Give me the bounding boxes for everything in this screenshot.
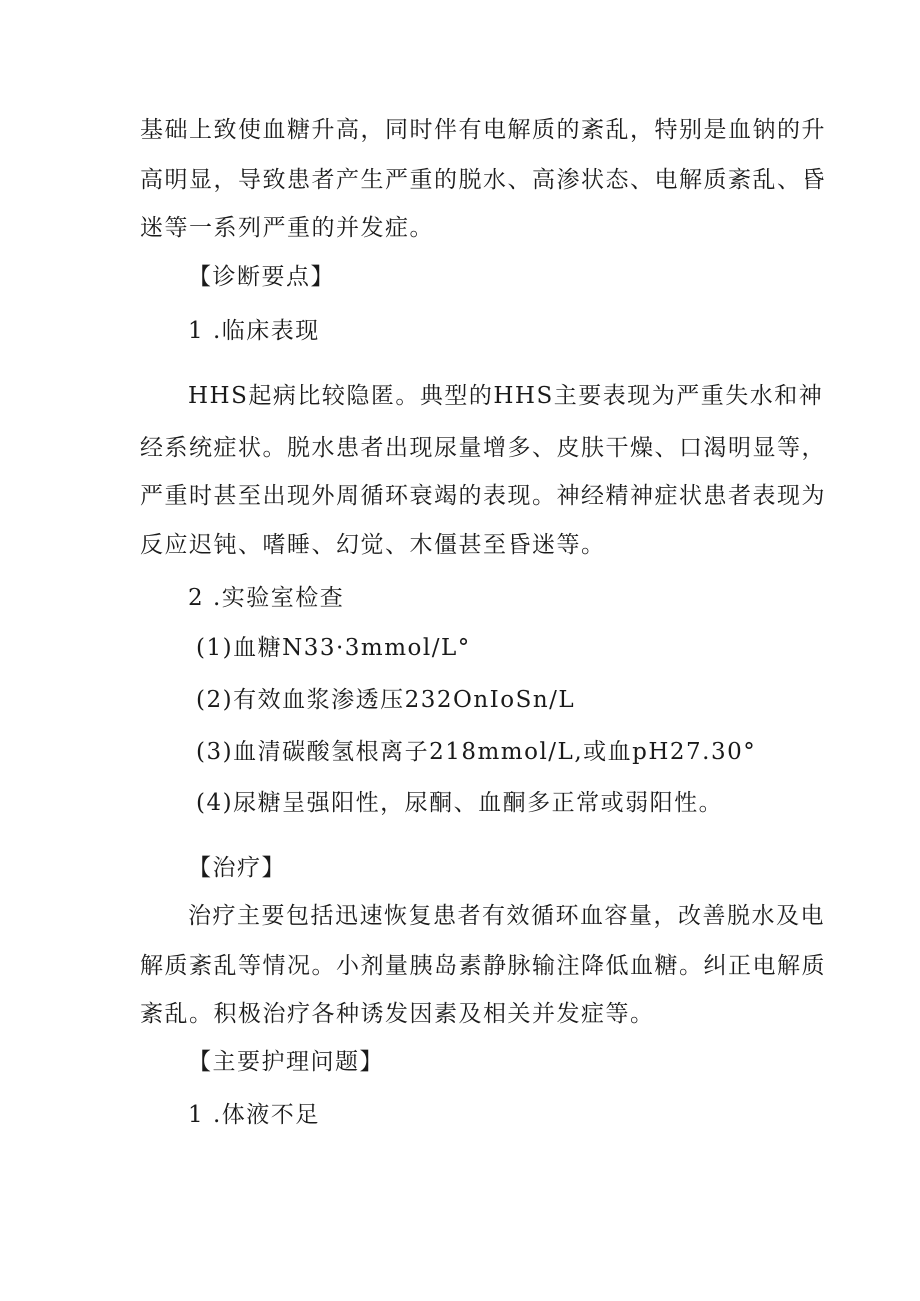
- lab-item-2: (2)有效血浆渗透压232OnIoSn/L: [196, 687, 576, 713]
- intro-line-2: 高明显，导致患者产生严重的脱水、高渗状态、电解质紊乱、昏: [140, 167, 826, 193]
- lab-item-4: (4)尿糖呈强阳性，尿酮、血酮多正常或弱阳性。: [196, 790, 724, 816]
- section-heading-treatment: 【治疗】: [188, 855, 286, 881]
- subheading-clinical: 1 .临床表现: [188, 318, 320, 344]
- clinical-line-1: HHS起病比较隐匿。典型的HHS主要表现为严重失水和神: [188, 383, 824, 409]
- section-heading-diagnosis: 【诊断要点】: [188, 264, 335, 290]
- lab-item-3: (3)血清碳酸氢根离子218mmol/L,或血pH27.30°: [196, 739, 757, 765]
- clinical-line-2: 经系统症状。脱水患者出现尿量增多、皮肤干燥、口渴明显等，: [140, 435, 826, 461]
- clinical-line-4: 反应迟钝、嗜睡、幻觉、木僵甚至昏迷等。: [140, 532, 606, 558]
- section-heading-nursing: 【主要护理问题】: [188, 1049, 384, 1075]
- subheading-fluid: 1 .体液不足: [188, 1102, 320, 1128]
- intro-line-3: 迷等一系列严重的并发症。: [140, 215, 434, 241]
- treatment-line-3: 紊乱。积极治疗各种诱发因素及相关并发症等。: [140, 1001, 655, 1027]
- clinical-line-3: 严重时甚至出现外周循环衰竭的表现。神经精神症状患者表现为: [140, 483, 826, 509]
- intro-line-1: 基础上致使血糖升高，同时伴有电解质的紊乱，特别是血钠的升: [140, 117, 826, 143]
- treatment-line-1: 治疗主要包括迅速恢复患者有效循环血容量，改善脱水及电: [188, 903, 825, 929]
- treatment-line-2: 解质紊乱等情况。小剂量胰岛素静脉输注降低血糖。纠正电解质: [140, 953, 826, 979]
- subheading-lab: 2 .实验室检查: [188, 585, 345, 611]
- lab-item-1: (1)血糖N33·3mmol/L°: [196, 635, 471, 661]
